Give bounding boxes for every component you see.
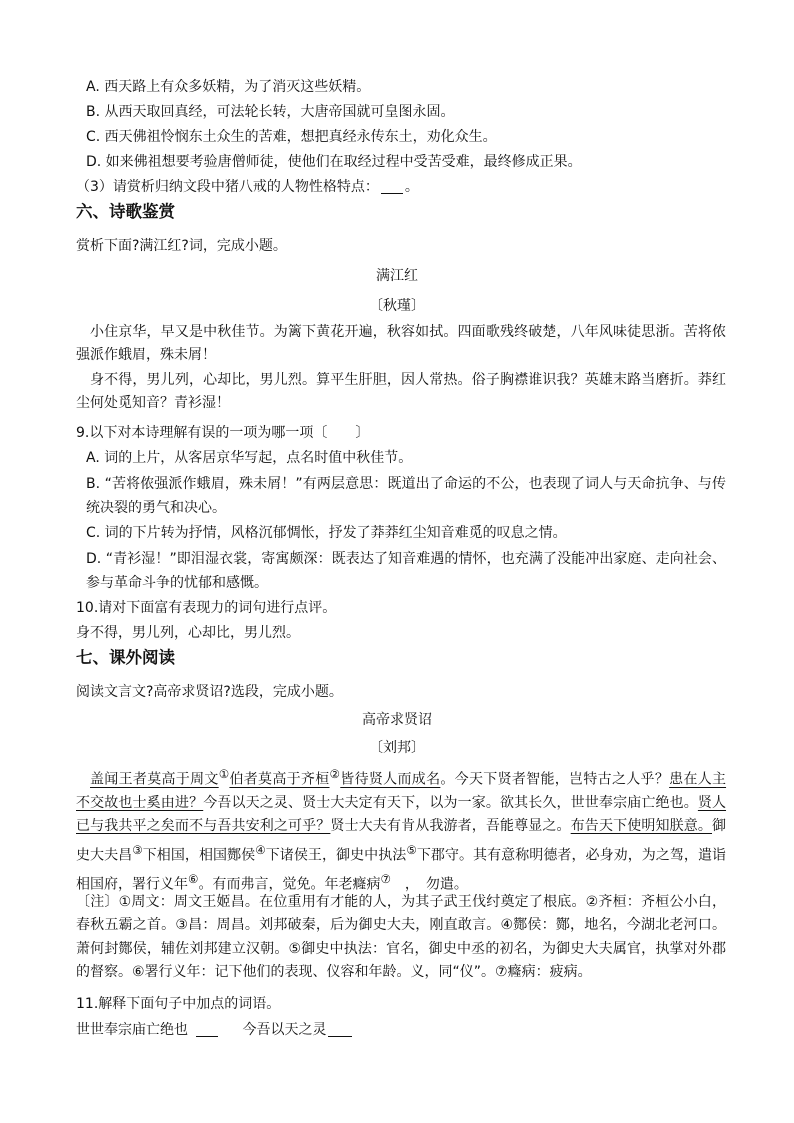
q8-option-a: A. 西天路上有众多妖精，为了消灭这些妖精。	[86, 79, 371, 95]
passage-text: 。今天下贤者智能，岂特古之人乎？	[440, 771, 670, 788]
footnote-mark: ⑥	[188, 871, 199, 886]
underlined-sentence: 皆待贤人而成名	[340, 771, 441, 788]
q8-sub3-question	[76, 177, 726, 197]
section-7-intro: 阅读文言文?高帝求贤诏?选段，完成小题。	[76, 684, 343, 700]
text-title: 高帝求贤诏	[362, 712, 432, 728]
underlined-sentence: 布告天下使明知朕意。	[570, 818, 713, 835]
q8-sub3-end: 。	[404, 179, 419, 195]
q11-item-a: 世世奉宗庙亡绝也	[76, 1022, 188, 1038]
q10-quoted-line: 身不得，男儿列，心却比，男儿烈。	[76, 625, 300, 641]
annotation-notes: 〔注〕①周文：周文王姬昌。在位重用有才能的人，为其子武王伐纣奠定了根底。②齐桓：齐桓公小白，春秋五霸之首。③昌：周昌。刘邦破秦，后为御史大夫，刚直敢言。④酂侯：酂，地名，今湖北老河口。萧何封酂侯，辅佐刘邦建立汉朝。⑤御史中执法：官名，御史中丞的初名，为御史大夫属官，执掌对外郡的督察。⑥署行义年：记下他们的表现、仪容和年龄。义，同“仪”。⑦癃病：疲病。	[76, 894, 726, 980]
text-author: 〔刘邦〕	[369, 740, 425, 756]
section-6-heading: 六、诗歌鉴赏	[76, 202, 175, 221]
q8-option-d: D. 如来佛祖想要考验唐僧师徒，使他们在取经过程中受苦受难，最终修成正果。	[86, 154, 582, 170]
underlined-sentence: 贤人已与我共平之矣而不与吾共安利之可乎？	[76, 794, 727, 835]
footnote-mark: ③	[132, 842, 143, 857]
footnote-mark: ⑦	[380, 871, 391, 886]
footnote-mark: ①	[218, 767, 230, 781]
passage-text: 。有而弗言，觉免。年老癃病	[198, 876, 381, 893]
underlined-sentence: 伯者莫高于齐桓	[229, 771, 330, 788]
q9-option-b: B. “苦将侬强派作蛾眉，殊未屑！”有两层意思：既道出了命运的不公，也表现了词人与天命抗争、与传统决裂的勇气和决心。	[86, 476, 726, 516]
classical-text-passage	[76, 763, 726, 896]
passage-text: 御史大夫昌	[76, 818, 727, 864]
q9-option-d: D. “青衫湿！”即泪湿衣裳，寄寓颇深：既表达了知音难遇的情怀，也充满了没能冲出家庭、走向社会、参与革命斗争的忧郁和感慨。	[86, 551, 726, 591]
q9-option-a: A. 词的上片，从客居京华写起，点名时值中秋佳节。	[86, 450, 413, 466]
question-9: 9.以下对本诗理解有误的一项为哪一项〔 〕	[76, 425, 370, 441]
passage-text: 下诸侯王，御史中执法	[265, 847, 407, 864]
q8-option-c: C. 西天佛祖怜悯东土众生的苦难，想把真经永传东土，劝化众生。	[86, 129, 497, 145]
q8-sub3-text: （3）请赏析归纳文段中猪八戒的人物性格特点：	[76, 179, 379, 195]
passage-text: 下相国，相国酂侯	[142, 847, 256, 864]
passage-text: ， 勿遣。	[390, 876, 468, 893]
q11-item-b: 今吾以天之灵	[242, 1022, 327, 1038]
footnote-mark: ②	[329, 767, 341, 781]
question-11: 11.解释下面句子中加点的词语。	[76, 996, 281, 1012]
footnote-mark: ⑤	[406, 842, 417, 857]
poem-paragraph-1: 小住京华，早又是中秋佳节。为篱下黄花开遍，秋容如拭。四面歌残终破楚，八年风味徒思浙。苦将侬强派作蛾眉，殊未屑！	[76, 324, 726, 364]
section-7-heading: 七、课外阅读	[76, 648, 175, 667]
passage-text: 贤士大夫有肯从我游者，吾能尊显之。	[330, 818, 571, 835]
question-10: 10.请对下面富有表现力的词句进行点评。	[76, 600, 337, 616]
q11-items	[76, 1020, 726, 1040]
answer-blank[interactable]	[328, 1022, 352, 1037]
q8-option-b: B. 从西天取回真经，可法轮长转，大唐帝国就可皇图永固。	[86, 104, 455, 120]
section-6-intro: 赏析下面?满江红?词，完成小题。	[76, 238, 287, 254]
q9-option-c: C. 词的下片转为抒情，风格沉郁惆怅，抒发了莽莽红尘知音难觅的叹息之情。	[86, 525, 567, 541]
footnote-mark: ④	[255, 842, 266, 857]
poem-paragraph-2: 身不得，男儿列，心却比，男儿烈。算平生肝胆，因人常热。俗子胸襟谁识我？英雄末路当磨折。莽红尘何处觅知音？青衫湿！	[76, 372, 726, 412]
underlined-sentence: 盖闻王者莫高于周文	[90, 771, 219, 788]
passage-text: 下郡守。其有意称明德者，必身劝，为之驾，遣诣相国府，署行义年	[76, 847, 727, 893]
answer-blank[interactable]	[196, 1022, 218, 1037]
passage-text: 今吾以天之灵、贤士大夫定有天下，以为一家。欲其长久，世世奉宗庙亡绝也。	[203, 794, 698, 811]
poem-title: 满江红	[376, 268, 418, 284]
underlined-sentence: 患在人主不交故也士奚由进？	[76, 771, 727, 811]
answer-blank[interactable]	[381, 179, 403, 194]
poem-author: 〔秋瑾〕	[369, 298, 425, 314]
